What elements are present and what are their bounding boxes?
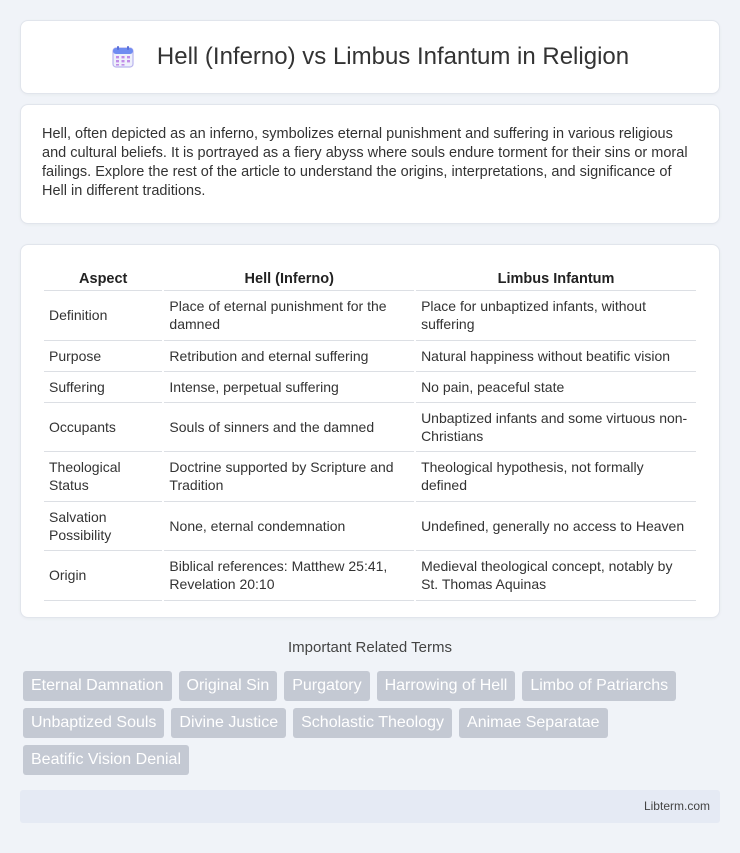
row-aspect: Origin xyxy=(44,551,162,601)
row-limbus: No pain, peaceful state xyxy=(416,372,696,403)
row-aspect: Definition xyxy=(44,291,162,341)
row-limbus: Unbaptized infants and some virtuous non-Christians xyxy=(416,403,696,453)
row-hell: Souls of sinners and the damned xyxy=(164,403,414,453)
row-aspect: Salvation Possibility xyxy=(44,502,162,552)
row-hell: Retribution and eternal suffering xyxy=(164,341,414,372)
table-row xyxy=(44,403,696,453)
related-terms-list xyxy=(23,671,723,782)
table-row xyxy=(44,551,696,601)
row-hell: Intense, perpetual suffering xyxy=(164,372,414,403)
table-row xyxy=(44,291,696,341)
row-aspect: Occupants xyxy=(44,403,162,453)
table-row xyxy=(44,502,696,552)
row-hell: Doctrine supported by Scripture and Tradition xyxy=(164,452,414,502)
intro-card xyxy=(20,104,720,224)
row-aspect: Purpose xyxy=(44,341,162,372)
related-term-tag[interactable]: Animae Separatae xyxy=(459,708,608,738)
table-header-row xyxy=(44,265,696,291)
table-row xyxy=(44,452,696,502)
related-terms-heading: Important Related Terms xyxy=(288,639,452,656)
comparison-table xyxy=(42,265,698,601)
footer xyxy=(20,790,720,823)
related-term-tag[interactable]: Unbaptized Souls xyxy=(23,708,164,738)
row-hell: Place of eternal punishment for the damned xyxy=(164,291,414,341)
table-row xyxy=(44,341,696,372)
related-term-tag[interactable]: Original Sin xyxy=(179,671,278,701)
row-aspect: Suffering xyxy=(44,372,162,403)
related-term-tag[interactable]: Limbo of Patriarchs xyxy=(522,671,676,701)
row-limbus: Theological hypothesis, not formally defined xyxy=(416,452,696,502)
row-limbus: Place for unbaptized infants, without suffering xyxy=(416,291,696,341)
row-limbus: Undefined, generally no access to Heaven xyxy=(416,502,696,552)
row-limbus: Medieval theological concept, notably by St. Thomas Aquinas xyxy=(416,551,696,601)
comparison-card xyxy=(20,244,720,618)
calendar-icon xyxy=(111,45,135,69)
row-hell: None, eternal condemnation xyxy=(164,502,414,552)
header-aspect: Aspect xyxy=(44,265,162,291)
table-row xyxy=(44,372,696,403)
related-term-tag[interactable]: Scholastic Theology xyxy=(293,708,452,738)
row-hell: Biblical references: Matthew 25:41, Revelation 20:10 xyxy=(164,551,414,601)
header-limbus: Limbus Infantum xyxy=(416,265,696,291)
row-limbus: Natural happiness without beatific vision xyxy=(416,341,696,372)
header-hell: Hell (Inferno) xyxy=(164,265,414,291)
related-term-tag[interactable]: Purgatory xyxy=(284,671,369,701)
row-aspect: Theological Status xyxy=(44,452,162,502)
related-term-tag[interactable]: Divine Justice xyxy=(171,708,286,738)
page-title: Hell (Inferno) vs Limbus Infantum in Religion xyxy=(156,43,630,70)
related-term-tag[interactable]: Harrowing of Hell xyxy=(377,671,516,701)
intro-paragraph: Hell, often depicted as an inferno, symbolizes eternal punishment and suffering in various religious and cultural beliefs. It is portrayed as a fiery abyss where souls endure torment for their sins or moral failings. Explore the rest of the article to understand the origins, interpretations, and significance of Hell in different traditions. xyxy=(42,126,688,199)
related-term-tag[interactable]: Eternal Damnation xyxy=(23,671,172,701)
footer-site-link[interactable]: Libterm.com xyxy=(643,799,710,813)
related-term-tag[interactable]: Beatific Vision Denial xyxy=(23,745,189,775)
header-card xyxy=(20,20,720,94)
